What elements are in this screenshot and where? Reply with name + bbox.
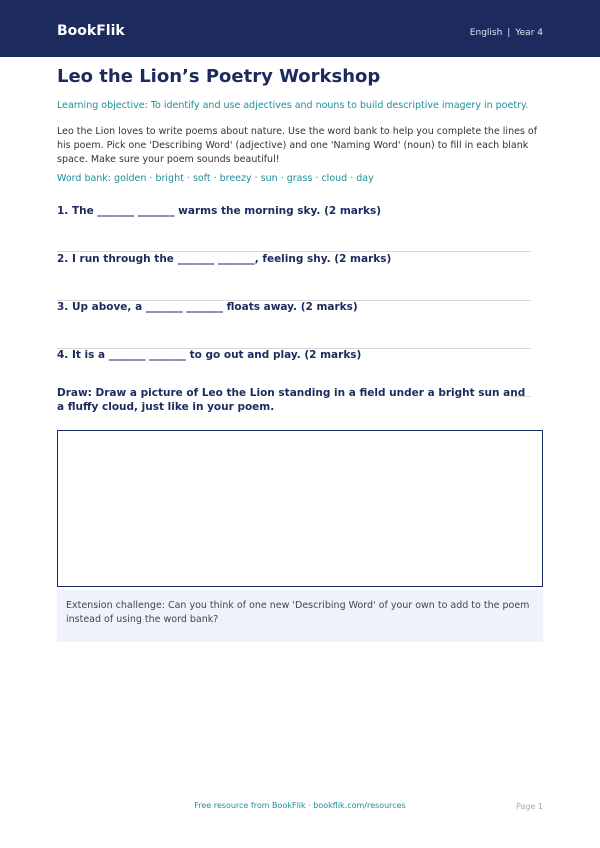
extension-challenge — [57, 590, 543, 642]
extension-text: Extension challenge: Can you think of one new 'Describing Word' of your own to add to the poem instead of using the word bank? — [66, 600, 530, 625]
subject-separator: | — [507, 28, 511, 38]
intro-paragraph: Leo the Lion loves to write poems about nature. Use the word bank to help you complete the lines of his poem. Pick one 'Describing Word' (adjective) and one 'Naming Word' (noun) to fill in each blank space. Make sure your poem sounds beautiful! — [57, 126, 538, 165]
learning-objective: Learning objective: To identify and use adjectives and nouns to build descriptive imagery in poetry. — [57, 100, 529, 111]
subject-label: English — [469, 28, 503, 38]
question-3: 3. Up above, a _______ _______ floats away. (2 marks) — [57, 301, 358, 313]
year-label: Year 4 — [515, 28, 543, 38]
question-4: 4. It is a _______ _______ to go out and play. (2 marks) — [57, 349, 362, 361]
page-footer — [0, 801, 600, 815]
question-1: 1. The _______ _______ warms the morning sky. (2 marks) — [57, 205, 382, 217]
drawing-area[interactable] — [57, 430, 543, 587]
footer-credit: Free resource from BookFlik · bookflik.com/resources — [194, 801, 406, 810]
question-2: 2. I run through the _______ _______, feeling shy. (2 marks) — [57, 253, 392, 265]
word-bank: Word bank: golden · bright · soft · breezy · sun · grass · cloud · day — [57, 173, 374, 184]
subject-year-label — [470, 28, 543, 38]
page-number: Page 1 — [516, 802, 543, 811]
page-header — [0, 0, 600, 57]
draw-prompt: Draw: Draw a picture of Leo the Lion standing in a field under a bright sun and a fluffy cloud, just like in your poem. — [57, 387, 526, 413]
worksheet-title: Leo the Lion’s Poetry Workshop — [57, 66, 381, 87]
brand-logo: BookFlik — [57, 23, 125, 39]
answer-line-1 — [57, 251, 531, 252]
